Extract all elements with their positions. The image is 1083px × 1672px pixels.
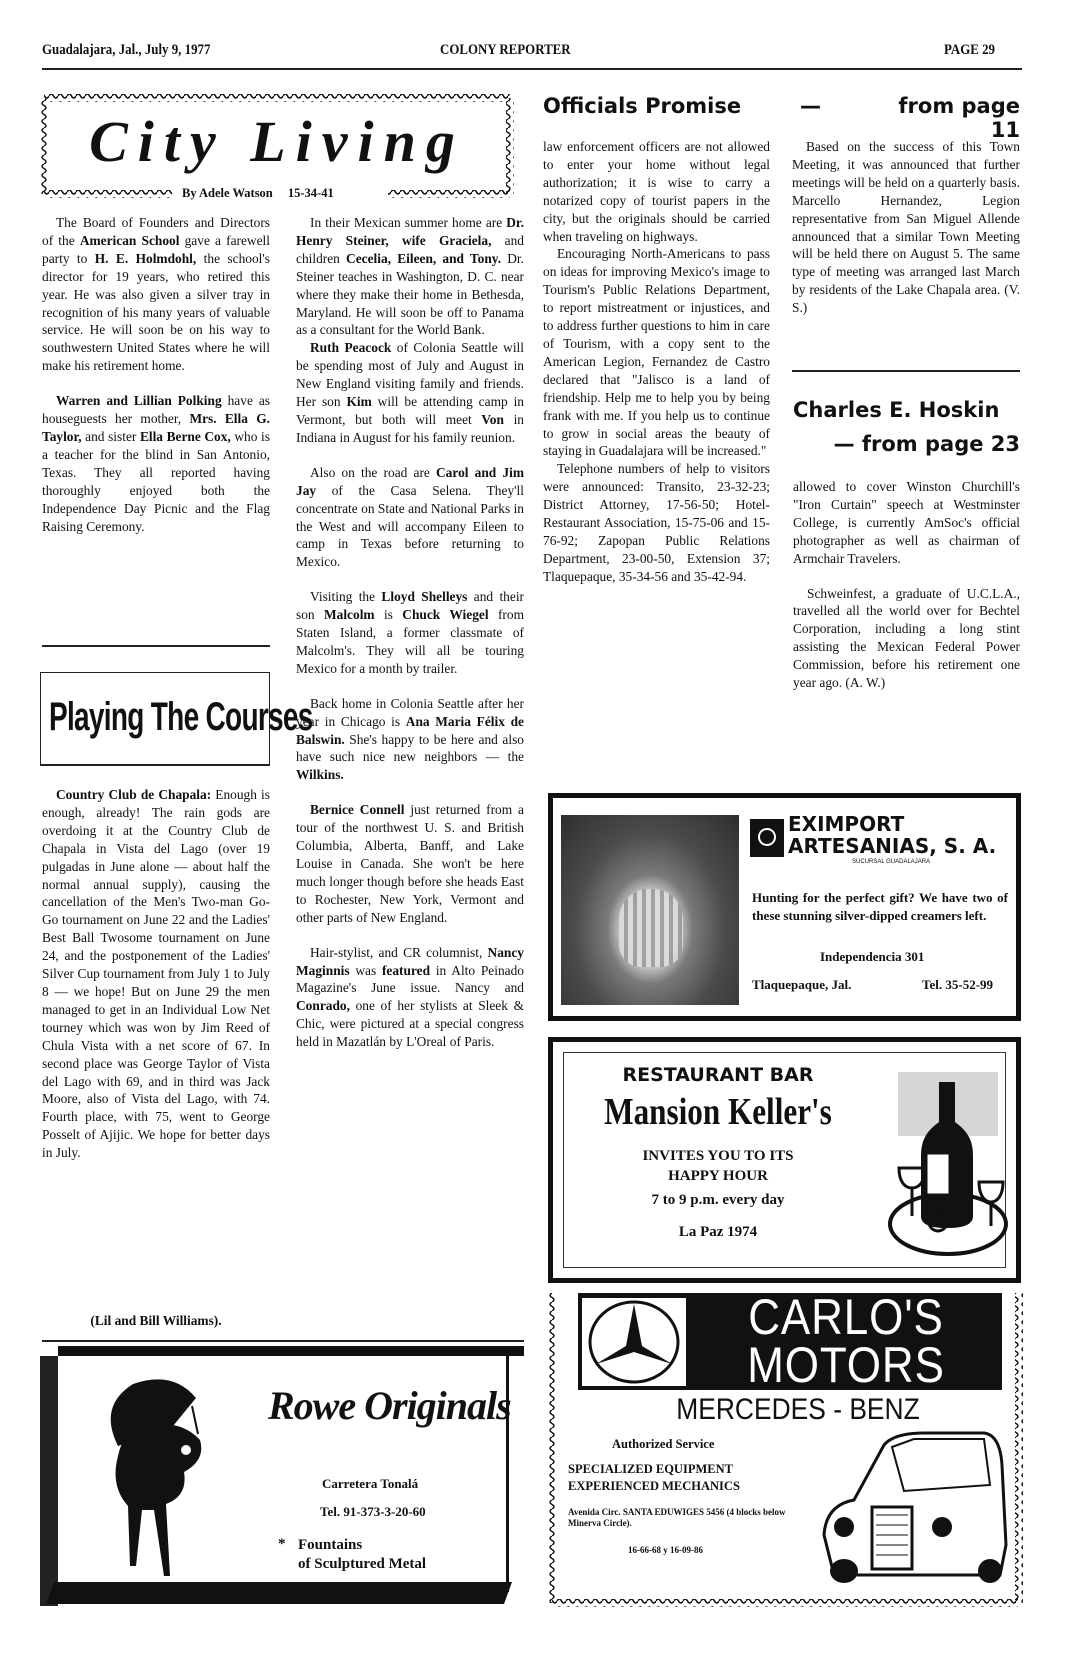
section-rule [42,1340,524,1342]
carlos-name-line2: MOTORS [747,1337,945,1393]
courses-column [42,786,270,1162]
bold-text-run: Nancy Maginnis [296,944,524,978]
rowe-name: Rowe Originals [268,1383,511,1428]
paragraph [42,214,270,375]
byline [182,186,334,201]
text-run: just returned from a tour of the northwest U. S. and British Columbia, Alberta, Banff, and Lake Louise in Canada. She won't be here much longer though before she heads East to Rochester, New York, Vermont and other parts of New England. [296,802,524,925]
paragraph [42,786,270,1162]
bold-text-run: Von [481,411,504,427]
text-run: Encouraging North-Americans to pass on ideas for improving Mexico's image to Tourism's Public Relations Department, to report mistreatment or injustices, and to address further questions to him in care of Tourism, with a copy sent to the American Legion, Fernandez de Castro declared that "Jalisco is a land of friendship. Help me to help you by being frank with me. If you help us to continue to grow in social areas the beauty of staying in Guadalajara will be increased." [543,246,770,459]
creamer-photo [561,815,739,1005]
bold-text-run: Mrs. Ella G. Taylor, [42,411,270,444]
text-run: will be attending camp in Vermont, but both will meet [296,394,525,427]
courses-signoff: (Lil and Bill Williams). [90,1313,222,1328]
eximport-name-line1: EXIMPORT [788,812,905,836]
article-title: Officials Promise [543,94,742,118]
paragraph [793,585,1020,692]
figure-illustration-icon [88,1376,238,1586]
page-number: PAGE 29 [944,42,996,58]
text-run: Schweinfest, a graduate of U.C.L.A., travelled all the world over for Bechtel Corporation, including a long stint assisting the Mexican Federal Power Commission, before his retirement one year ago. (A. W.) [793,585,1020,691]
text-run: and their son [296,589,524,623]
text-run: of Colonia Seattle will be spending most of July and August in New England visiting family and friends. Her son [296,340,524,410]
text-run: and children [296,232,524,266]
rowe-address: Carretera Tonalá [322,1476,419,1491]
city-living-column-1 [42,214,270,535]
text-run: from Staten Island, a former classmate of Malcolm's. They will all be touring Mexico for a month by trailer. [296,607,524,676]
column-title: City Living [89,109,465,174]
bold-text-run: Conrado, [296,998,350,1014]
text-run: Dr. Steiner teaches in Washington, D. C. near where they make their home in Bethesda, Maryland. He will soon be off to Panama as a consultant for the World Bank. [296,250,524,338]
text-run: of the Casa Selena. They'll concentrate on State and National Parks in the West and will accompany Eileen to camp in Texas before returning to Mexico. [296,482,524,570]
mansion-invite-line1: INVITES YOU TO ITS [642,1148,794,1164]
carlos-banner [578,1289,1002,1393]
text-run: allowed to cover Winston Churchill's "Iron Curtain" speech at Westminster College, is currently AmSoc's official photographer as well as chairman of Armchair Travelers. [793,479,1020,566]
column-title: Playing The Courses [49,695,313,739]
eximport-copy: Hunting for the perfect gift? We have two of these stunning silver-dipped creamers left. [752,890,1008,923]
paragraph [296,464,524,571]
bold-text-run: Ella Berne Cox, [139,428,231,444]
bold-text-run: Country Club de Chapala: [56,787,212,802]
text-run: She's happy to be here and also have such nice new neighbors — the [296,731,524,765]
section-rule [792,370,1020,372]
paragraph [296,588,524,678]
eximport-tel: Tel. 35-52-99 [922,977,994,992]
rowe-product-line1: Fountains [298,1537,363,1553]
bold-text-run: Dr. Henry Steiner, wife Graciela, [296,215,524,248]
text-run: Visiting the [310,589,382,605]
bold-text-run: Carol and Jim Jay [296,464,524,498]
title-dash: — [800,94,821,118]
eximport-city: Tlaquepaque, Jal. [752,977,852,992]
paragraph [543,460,770,585]
bold-text-run: American School [79,232,180,248]
paragraph [793,478,1020,568]
carlos-motors-ad [548,1289,1023,1611]
article-title: Charles E. Hoskin [793,398,1000,422]
mansion-invite [573,1146,863,1186]
paragraph [543,245,770,460]
text-run: Back home in Colonia Seattle after her year in Chicago is [296,695,524,729]
eximport-name [788,813,996,857]
eximport-name-line2: ARTESANIAS, S. A. [788,834,997,858]
rowe-product [298,1536,426,1574]
eximport-logo-icon [750,819,784,857]
rowe-product-line2: of Sculptured Metal [298,1556,427,1572]
mansion-name: Mansion Keller's [604,1091,832,1133]
text-run: was [349,962,382,978]
eximport-ad [548,793,1021,1021]
paragraph [792,138,1020,317]
bold-text-run: Bernice Connell [310,802,405,818]
mansion-hours: 7 to 9 p.m. every day [651,1192,785,1208]
text-run: Hair-stylist, and CR columnist, [310,944,488,960]
dateline: Guadalajara, Jal., July 9, 1977 [42,42,211,58]
bold-text-run: Ana Maria Félix de Balswin. [296,713,525,747]
paragraph [42,392,270,535]
city-living-header [40,92,514,206]
text-run: is [374,607,403,623]
mercedes-star-icon [582,1298,686,1386]
rowe-tel: Tel. 91-373-3-20-60 [320,1504,426,1519]
paragraph [296,214,524,339]
paragraph [296,695,524,785]
car-illustration-icon [814,1425,1014,1585]
continued-from: — from page 23 [833,432,1020,456]
paragraph [296,339,524,446]
continued-from: from page 11 [898,94,1020,142]
carlos-feature: EXPERIENCED MECHANICS [568,1479,740,1493]
eximport-branch: SUCURSAL GUADALAJARA [852,859,931,865]
bold-text-run: H. E. Holmdohl, [94,250,197,266]
text-run: law enforcement officers are not allowed to enter your home without legal authorization; it is wise to carry a notarized copy of tourist papers in the city, but the originals should be carried when traveling on highways. [543,139,770,244]
bold-text-run: featured [381,962,431,978]
carlos-feature: SPECIALIZED EQUIPMENT [568,1462,733,1476]
playing-courses-header [40,672,313,766]
rowe-originals-ad [40,1346,524,1610]
text-run: one of her stylists at Sleek & Chic, were pictured at a special congress held in Mazatlán by L'Oreal of Paris. [296,998,524,1050]
mansion-kellers-ad [548,1037,1021,1283]
masthead-rule [42,68,1022,70]
text-run: In their Mexican summer home are [310,215,507,230]
paragraph [296,801,524,926]
officials-column-2 [792,138,1020,317]
text-run: who is a teacher for the blind in San Antonio, Texas. They all reported having thoroughly enjoyed both the Independence Day Picnic and the Flag Raising Ceremony. [42,428,270,534]
bold-text-run: Lloyd Shelleys [381,589,468,605]
carlos-phones: 16-66-68 y 16-09-86 [628,1545,703,1555]
text-run: Also on the road are [310,464,437,480]
eximport-address: Independencia 301 [820,949,925,964]
text-run: Based on the success of this Town Meeting, it was announced that further meetings will be held on a quarterly basis. Marcello Hernandez, Legion representative from San Miguel Allende announced that a similar Town Meeting will be held there on August 5. The same type of meeting was arranged last March by residents of the Lake Chapala area. (V. S.) [792,139,1020,316]
bold-text-run: Cecelia, Eileen, and Tony. [346,250,502,266]
section-rule [42,645,270,647]
officials-column-1 [543,138,770,586]
bold-text-run: Ruth Peacock [310,340,392,356]
bold-text-run: Warren and Lillian Polking [56,393,222,409]
text-run: and sister [81,428,140,444]
carlos-name [714,1289,978,1393]
author-phone: 15-34-41 [287,186,334,200]
carlos-name-line1: CARLO'S [748,1289,944,1345]
text-run: in Indiana in August for his family reunion. [296,411,524,445]
text-run: The Board of Founders and Directors of the [42,215,270,248]
mansion-address: La Paz 1974 [678,1224,758,1240]
city-living-column-2 [296,214,524,1051]
author: By Adele Watson [182,186,273,200]
carlos-service: Authorized Service [612,1437,715,1451]
paragraph [543,138,770,245]
newspaper-name: COLONY REPORTER [440,42,571,58]
carlos-brand: MERCEDES - BENZ [676,1393,920,1426]
text-run: Enough is enough, already! The rain gods are overdoing it at the Country Club de Chapala in Vista del Lago (over 19 pulgadas in June alone — about half the normal annual supply), causing the cancellation of the Men's Two-man Go-Go tournament on June 22 and the Ladies' Best Ball Twosome tournament on June 24, and the postponement of the Ladies' Silver Cup tournament from July 1 to July 8 — we hope! But on June 29 the men managed to get in an Individual Low Net tourney which was won by Jim Reed of Chula Vista with a net score of 67. In second place was George Taylor of Vista del Lago with 69, and in third was Jack Moore, also of Vista del Lago, with 74. Fourth place, with 75, went to George Posselt of Ajijic. We hope for better days in July. [42,787,270,1161]
mansion-invite-line2: HAPPY HOUR [668,1168,768,1184]
wine-bottle-icon [883,1064,1013,1264]
carlos-features [568,1461,740,1495]
text-run: Telephone numbers of help to visitors were announced: Transito, 23-32-23; District Attorney, 17-56-50; Hotel-Restaurant Association, 15-75-06 and 15-76-92; Zapopan Public Relations Department, 23-00-50, Extension 37; Tlaquepaque, 35-34-56 and 35-42-94. [543,461,770,584]
hoskin-column [793,478,1020,692]
mansion-kicker: RESTAURANT BAR [622,1064,814,1086]
bold-text-run: Kim [346,394,372,410]
bold-text-run: Chuck Wiegel [402,607,489,623]
paragraph [296,944,524,1051]
text-run: the school's director for 19 years, who retired this year. He was also given a silver tray in recognition of his many years of valuable service. He will soon be on his way to southwestern United States where he will make his retirement home. [42,250,271,374]
text-run: gave a farewell party to [42,232,270,266]
text-run: have as houseguests her mother, [42,393,270,427]
bold-text-run: Wilkins. [296,767,344,783]
bold-text-run: Malcolm [324,607,375,623]
text-run: in Alto Peinado Magazine's June issue. Nancy and [296,962,524,996]
rowe-bullet: * [278,1536,286,1552]
carlos-address: Avenida Circ. SANTA EDUWIGES 5456 (4 blocks below Minerva Circle). [568,1507,786,1528]
